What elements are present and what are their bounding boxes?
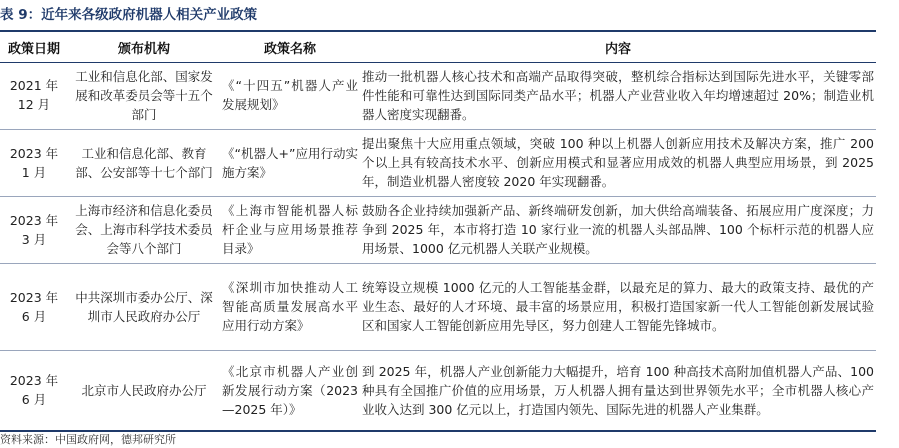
policy-date	[0, 129, 68, 196]
policy-issuer: 中共深圳市委办公厅、深圳市人民政府办公厅	[68, 263, 220, 350]
header-issuer: 颁布机构	[117, 41, 170, 57]
policy-name: 《上海市智能机器人标杆企业与应用场景推荐目录》	[220, 196, 360, 263]
policy-date-year: 2023 年	[9, 212, 59, 228]
header-row	[0, 32, 876, 62]
header-policy-name: 政策名称	[263, 41, 316, 57]
policy-date-month: 6 月	[21, 308, 47, 324]
policy-content: 推动一批机器人核心技术和高端产品取得突破，整机综合指标达到国际先进水平，关键零部件性能和可靠性达到国际同类产品水平；机器人产业营业收入年均增速超过 20%；制造业机器人密度实现翻番。	[360, 62, 876, 129]
policy-content: 提出聚焦十大应用重点领域，突破 100 种以上机器人创新应用技术及解决方案，推广 200 个以上具有较高技术水平、创新应用模式和显著应用成效的机器人典型应用场景，到 2025 年，制造业机器人密度较 2020 年实现翻番。	[360, 129, 876, 196]
policy-date-month: 12 月	[17, 97, 51, 113]
table-title: 表 9：近年来各级政府机器人相关产业政策	[0, 7, 258, 23]
policy-date	[0, 62, 68, 129]
policy-table	[0, 32, 876, 430]
policy-issuer: 工业和信息化部、国家发展和改革委员会等十五个部门	[68, 62, 220, 129]
policy-date	[0, 350, 68, 430]
policy-date-year: 2023 年	[9, 373, 59, 389]
header-content: 内容	[604, 41, 631, 57]
policy-issuer: 北京市人民政府办公厅	[81, 382, 207, 398]
policy-content: 鼓励各企业持续加强新产品、新终端研发创新，加大供给高端装备、拓展应用广度深度；力争到 2025 年，本市将打造 10 家行业一流的机器人头部品牌、100 个标杆示范的机器人应用场景、1000 亿元机器人关联产业规模。	[360, 196, 876, 263]
table-row	[0, 196, 876, 263]
policy-date	[0, 196, 68, 263]
policy-content: 到 2025 年，机器人产业创新能力大幅提升，培育 100 种高技术高附加值机器人产品、100 种具有全国推广价值的应用场景，万人机器人拥有量达到世界领先水平；全市机器人核心产业收入达到 300 亿元以上，打造国内领先、国际先进的机器人产业集群。	[362, 363, 874, 417]
policy-date	[0, 263, 68, 350]
policy-name: 《“十四五”机器人产业发展规划》	[220, 62, 360, 129]
source-note: 资料来源：中国政府网，德邦研究所	[0, 433, 176, 446]
header-date: 政策日期	[7, 41, 60, 57]
policy-name: 《北京市机器人产业创新发展行动方案（2023—2025 年）》	[222, 363, 358, 417]
policy-issuer: 工业和信息化部、教育部、公安部等十七个部门	[68, 129, 220, 196]
policy-date-year: 2021 年	[9, 78, 59, 94]
policy-name: 《“机器人+”应用行动实施方案》	[220, 129, 360, 196]
table-row	[0, 129, 876, 196]
table-row	[0, 350, 876, 430]
table-row	[0, 263, 876, 350]
policy-date-month: 1 月	[21, 164, 47, 180]
policy-date-year: 2023 年	[9, 145, 59, 161]
policy-name: 《深圳市加快推动人工智能高质量发展高水平应用行动方案》	[220, 263, 360, 350]
policy-date-year: 2023 年	[9, 289, 59, 305]
table-row	[0, 62, 876, 129]
policy-date-month: 3 月	[21, 231, 47, 247]
policy-date-month: 6 月	[21, 392, 47, 408]
policy-issuer: 上海市经济和信息化委员会、上海市科学技术委员会等八个部门	[68, 196, 220, 263]
policy-content: 统筹设立规模 1000 亿元的人工智能基金群，以最充足的算力、最大的政策支持、最优的产业生态、最好的人才环境、最丰富的场景应用，积极打造国家新一代人工智能创新发展试验区和国家人工智能创新应用先导区，努力创建人工智能先锋城市。	[360, 263, 876, 350]
